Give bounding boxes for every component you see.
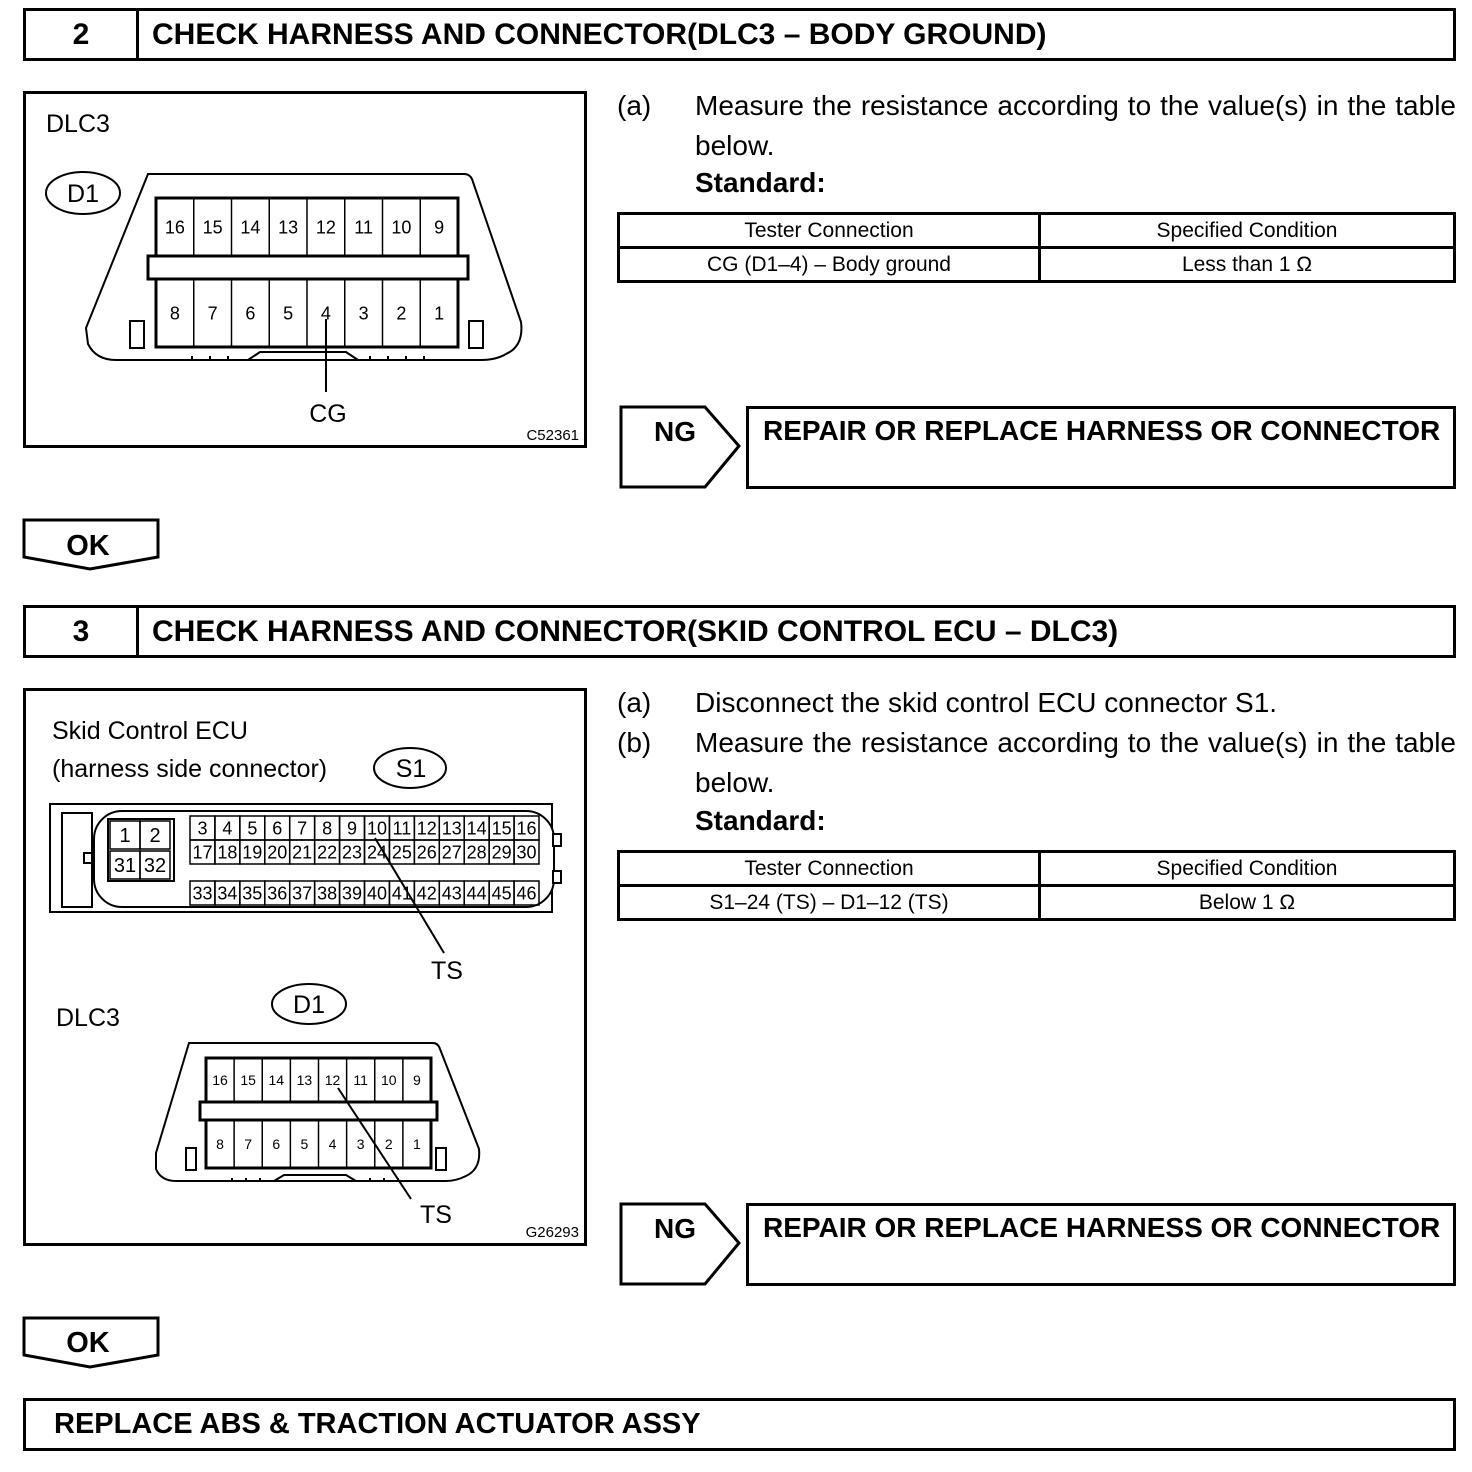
pin-label: 5 [300, 1136, 309, 1153]
table-cell: S1–24 (TS) – D1–12 (TS) [619, 886, 1040, 920]
pin-label: 21 [292, 842, 313, 863]
pin-label: 23 [342, 842, 363, 863]
table-header: Tester Connection [619, 214, 1040, 248]
step3-header [23, 605, 1456, 658]
instruction-text: Measure the resistance according to the value(s) in the table below. [695, 90, 1456, 161]
pin-label: 15 [202, 217, 223, 238]
pin-label: 45 [491, 883, 512, 904]
ecu-and-dlc3-diagram [26, 691, 584, 1243]
step3-title: CHECK HARNESS AND CONNECTOR(SKID CONTROL ECU – DLC3) [152, 614, 1119, 648]
pin-label: 12 [324, 1072, 341, 1089]
instruction-text: Disconnect the skid control ECU connector S1. [695, 687, 1278, 718]
pin-label: 28 [466, 842, 487, 863]
table-header: Specified Condition [1040, 852, 1455, 886]
pin-label: 2 [384, 1136, 393, 1153]
pin-label: 7 [297, 818, 308, 839]
instruction-text: Measure the resistance according to the value(s) in the table below. [695, 727, 1456, 798]
pin-label: 8 [216, 1136, 224, 1153]
dlc3-label: DLC3 [46, 110, 110, 138]
d1-connector-id: D1 [67, 180, 99, 208]
pin-label: 12 [416, 818, 437, 839]
pin-label: 34 [217, 883, 238, 904]
figure-code: G26293 [525, 1224, 579, 1241]
pin-label: 10 [381, 1072, 397, 1089]
pin-label: 5 [247, 818, 258, 839]
ts-callout-dlc3: TS [420, 1201, 452, 1229]
pin-label: 13 [296, 1072, 313, 1089]
final-action-text: REPLACE ABS & TRACTION ACTUATOR ASSY [54, 1408, 701, 1440]
pin-label: 32 [143, 855, 167, 878]
pin-label: 1 [434, 303, 445, 324]
pin-label: 7 [244, 1136, 253, 1153]
table-header: Tester Connection [619, 852, 1040, 886]
pin-label: 20 [267, 842, 288, 863]
pin-label: 29 [491, 842, 512, 863]
step2-title: CHECK HARNESS AND CONNECTOR(DLC3 – BODY GROUND) [152, 17, 1047, 51]
pin-label: 1 [119, 825, 131, 848]
pin-label: 41 [391, 883, 412, 904]
ok-label: OK [66, 530, 110, 562]
pin-label: 10 [366, 818, 387, 839]
pin-label: 7 [207, 303, 218, 324]
dlc3-label: DLC3 [56, 1004, 120, 1032]
table-header: Specified Condition [1040, 214, 1455, 248]
instruction-label: (a) [617, 687, 652, 718]
cg-callout: CG [309, 400, 347, 428]
step2-spec-table [617, 212, 1456, 283]
ng-action-text: REPAIR OR REPLACE HARNESS OR CONNECTOR [763, 1212, 1441, 1243]
pin-label: 5 [283, 303, 294, 324]
pin-label: 43 [441, 883, 462, 904]
ecu-label-line1: Skid Control ECU [52, 717, 248, 745]
pin-label: 17 [192, 842, 213, 863]
pin-label: 3 [197, 818, 208, 839]
step2-figure [23, 91, 587, 448]
pin-label: 13 [278, 217, 299, 238]
step3-number: 3 [26, 608, 139, 655]
pin-label: 25 [391, 842, 412, 863]
dlc3-housing-outline [86, 174, 521, 360]
pin-label: 18 [217, 842, 238, 863]
pin-label: 16 [516, 818, 537, 839]
figure-code: C52361 [526, 427, 579, 444]
pin-label: 12 [315, 217, 336, 238]
pin-label: 14 [466, 818, 487, 839]
pin-label: 11 [392, 818, 412, 839]
ng-arrow-box [619, 404, 744, 490]
step2-header [23, 8, 1456, 61]
table-cell: Below 1 Ω [1040, 886, 1455, 920]
pin-label: 30 [516, 842, 537, 863]
ng-action-box [746, 1203, 1456, 1286]
pin-label: 6 [245, 303, 256, 324]
pin-label: 16 [212, 1072, 228, 1089]
table-row [619, 248, 1455, 282]
pin-label: 3 [358, 303, 369, 324]
ng-label: NG [654, 1213, 696, 1244]
ts-callout-line-dlc3 [338, 1088, 411, 1199]
pin-label: 16 [164, 217, 185, 238]
pin-label: 13 [441, 818, 462, 839]
pin-label: 9 [413, 1072, 421, 1089]
pin-label: 10 [391, 217, 412, 238]
step3-spec-table [617, 850, 1456, 921]
pin-label: 4 [320, 303, 331, 324]
pin-label: 11 [353, 1072, 368, 1089]
dlc3-latch-bar [200, 1102, 437, 1120]
ts-callout-ecu: TS [431, 957, 463, 985]
pin-label: 3 [356, 1136, 365, 1153]
pin-label: 6 [272, 1136, 281, 1153]
pin-label: 40 [366, 883, 387, 904]
d1-connector-id: D1 [293, 991, 325, 1019]
pin-label: 22 [317, 842, 338, 863]
standard-label: Standard: [695, 167, 826, 198]
pin-label: 4 [222, 818, 233, 839]
pin-label: 15 [491, 818, 512, 839]
pin-label: 9 [347, 818, 358, 839]
pin-label: 19 [242, 842, 263, 863]
instruction-label: (a) [617, 90, 652, 121]
pin-label: 2 [149, 825, 161, 848]
dlc3-connector-diagram [26, 94, 584, 445]
ng-label: NG [654, 416, 696, 447]
ok-arrow-box [22, 517, 162, 573]
pin-label: 8 [169, 303, 180, 324]
ng-action-box [746, 406, 1456, 489]
table-header-row [619, 214, 1455, 248]
pin-label: 1 [413, 1136, 421, 1153]
table-row [619, 886, 1455, 920]
pin-label: 15 [240, 1072, 256, 1089]
table-cell: Less than 1 Ω [1040, 248, 1455, 282]
pin-label: 14 [268, 1072, 285, 1089]
s1-connector-id: S1 [395, 755, 427, 783]
pin-label: 24 [366, 842, 387, 863]
ecu-label-line2: (harness side connector) [52, 755, 328, 783]
pin-label: 35 [242, 883, 263, 904]
dlc3-latch-bar [148, 256, 468, 279]
ng-action-text: REPAIR OR REPLACE HARNESS OR CONNECTOR [763, 415, 1441, 446]
step2-number: 2 [26, 11, 139, 58]
step3-instructions [617, 683, 1456, 805]
pin-label: 38 [317, 883, 338, 904]
pin-label: 42 [416, 883, 437, 904]
pin-label: 46 [516, 883, 537, 904]
pin-label: 33 [192, 883, 213, 904]
pin-label: 39 [342, 883, 363, 904]
step3-figure [23, 688, 587, 1246]
standard-label: Standard: [695, 805, 826, 836]
pin-label: 11 [354, 217, 373, 238]
table-cell: CG (D1–4) – Body ground [619, 248, 1040, 282]
pin-label: 36 [267, 883, 288, 904]
ok-label: OK [66, 1327, 110, 1359]
pin-label: 4 [328, 1136, 337, 1153]
pin-label: 2 [396, 303, 407, 324]
pin-label: 26 [416, 842, 437, 863]
ng-arrow-box [619, 1201, 744, 1287]
pin-label: 31 [113, 855, 137, 878]
pin-label: 44 [466, 883, 487, 904]
instruction-label: (b) [617, 727, 652, 758]
pin-label: 37 [292, 883, 313, 904]
pin-label: 9 [434, 217, 445, 238]
pin-label: 6 [272, 818, 283, 839]
ok-arrow-box [22, 1315, 162, 1371]
final-action-box [23, 1398, 1456, 1451]
pin-label: 8 [322, 818, 333, 839]
table-header-row [619, 852, 1455, 886]
pin-label: 27 [441, 842, 462, 863]
pin-label: 14 [240, 217, 261, 238]
